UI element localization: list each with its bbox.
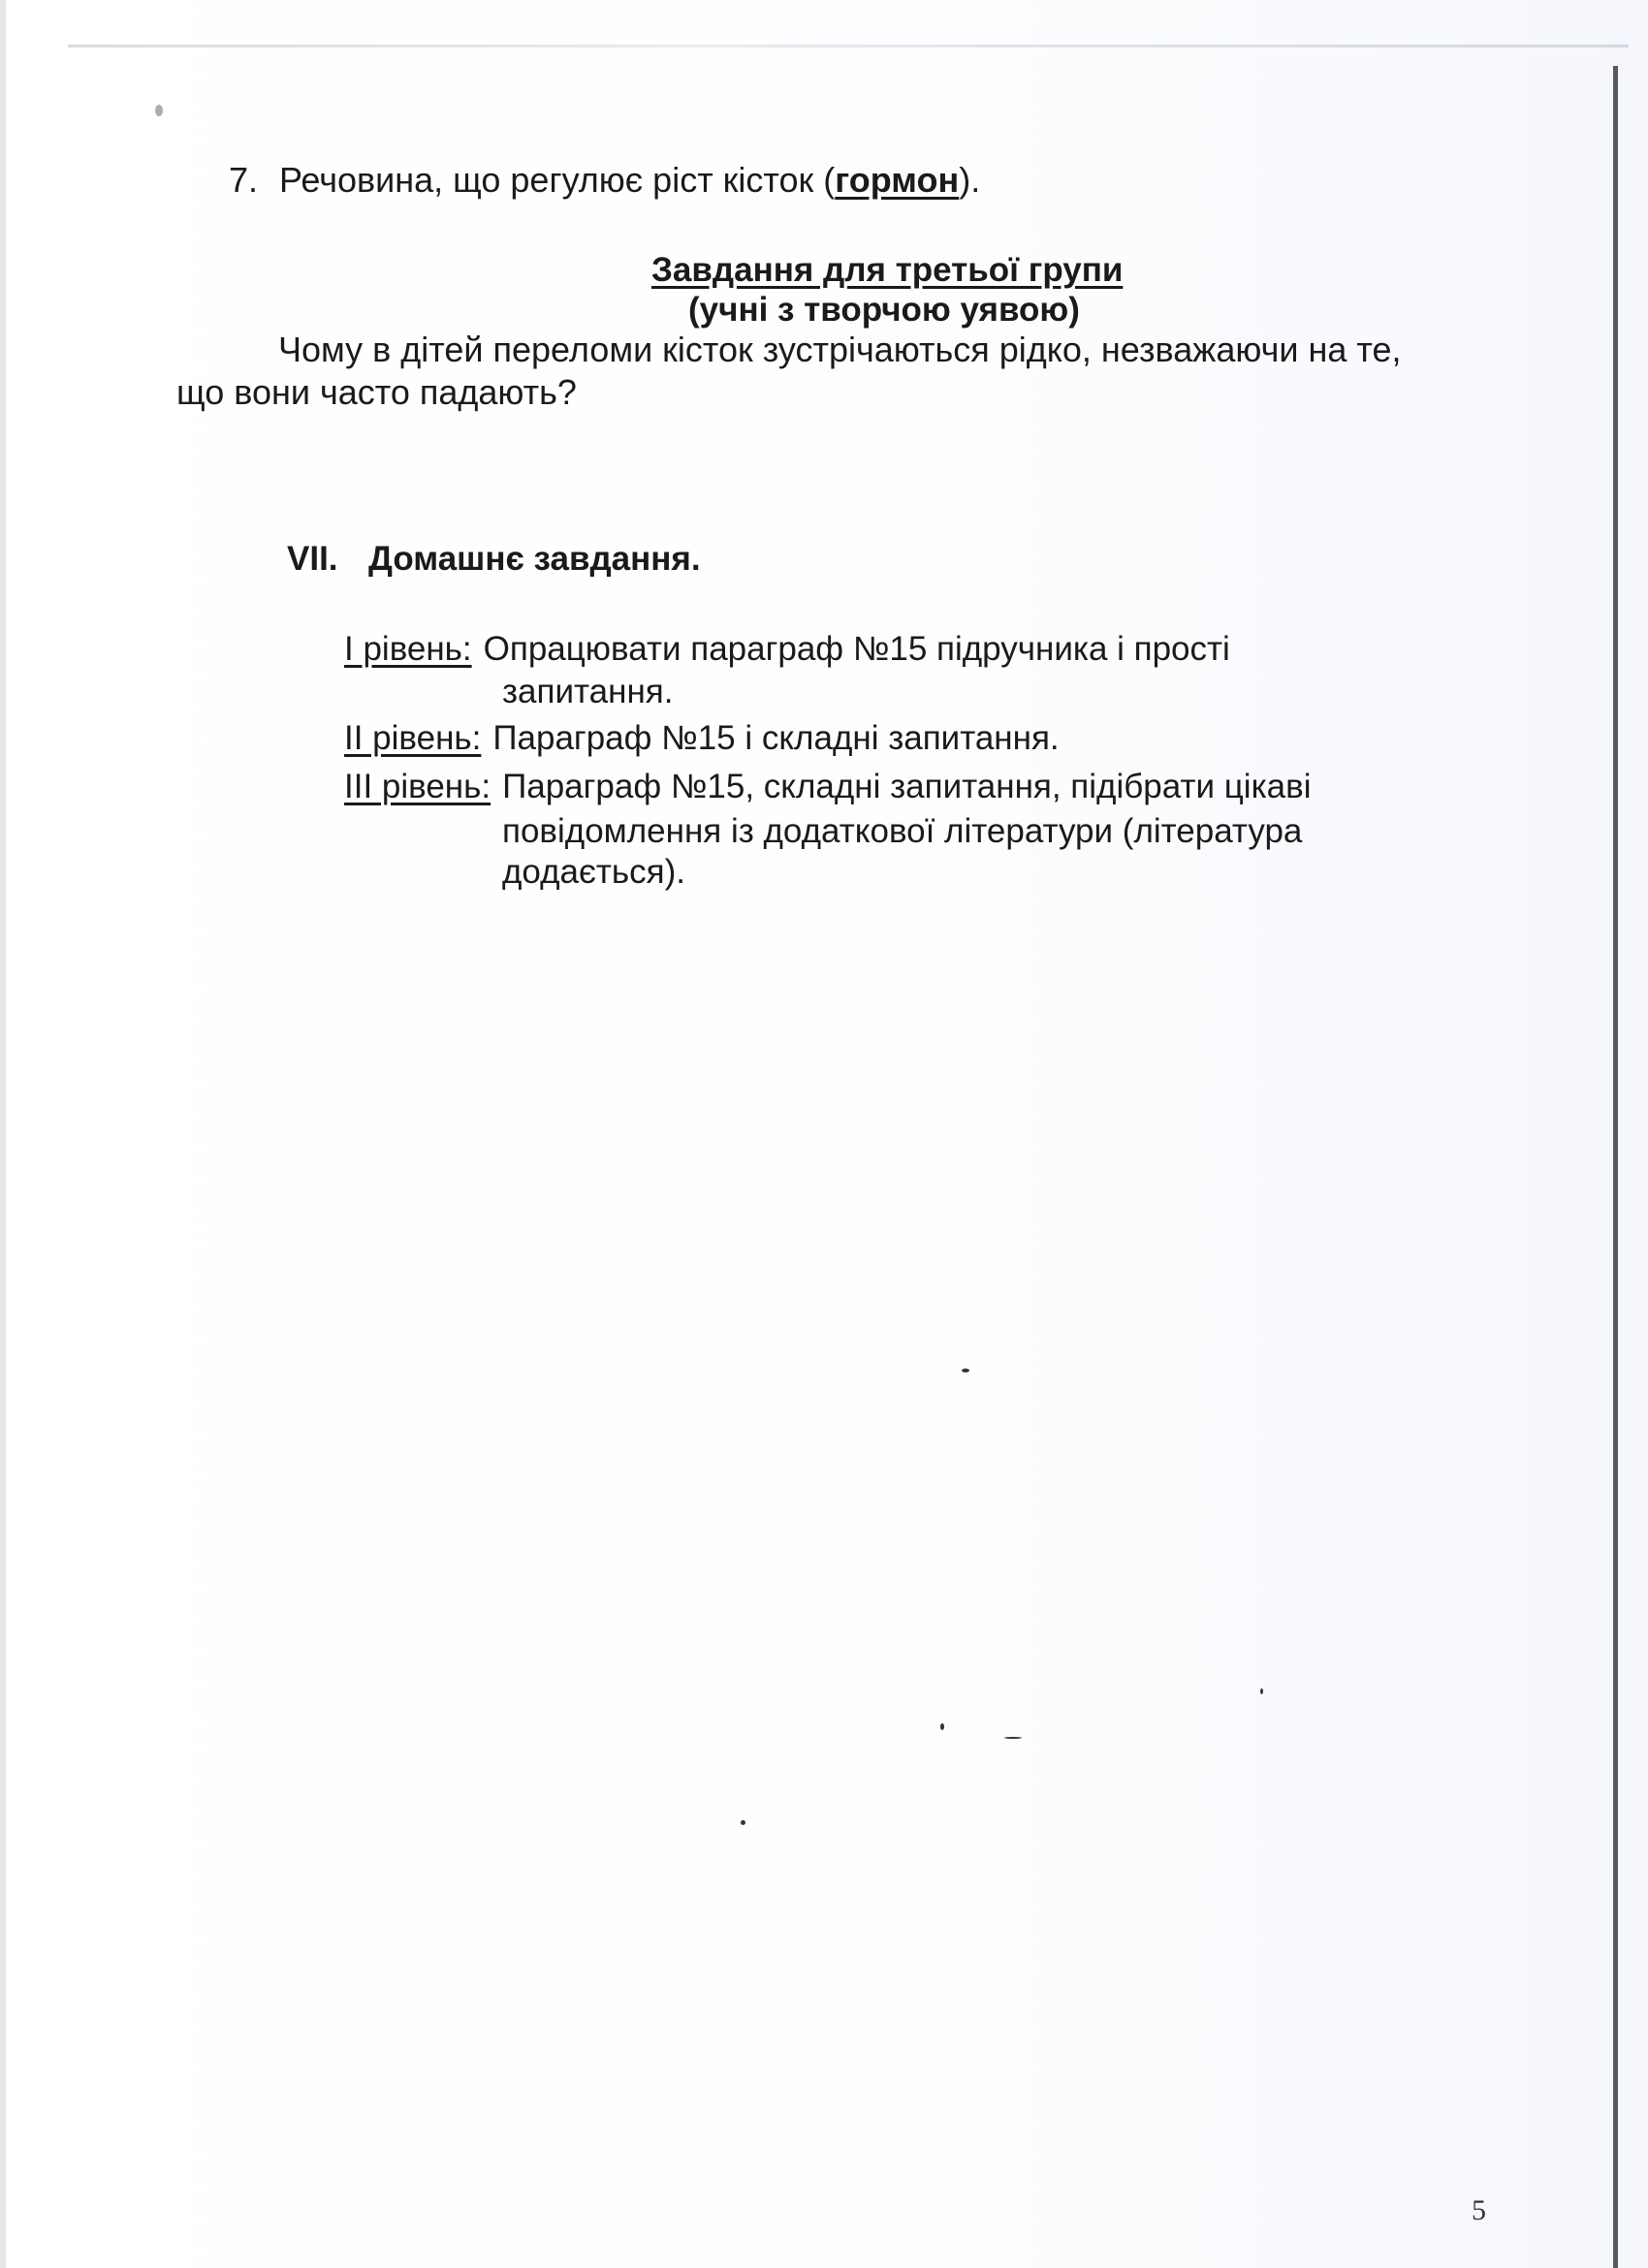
level-1 xyxy=(344,628,1230,671)
item-7-text-end: ). xyxy=(959,160,981,200)
level-2-line1: Параграф №15 і складні запитання. xyxy=(492,719,1060,757)
page-number: 5 xyxy=(1472,2194,1486,2226)
item-7-number: 7. xyxy=(229,160,259,200)
level-3-line3: додається). xyxy=(502,853,685,891)
scan-speck xyxy=(155,105,163,116)
item-7 xyxy=(229,159,980,202)
scan-speck xyxy=(1260,1688,1263,1694)
level-1-line1: Опрацювати параграф №15 підручника і прості xyxy=(483,630,1230,668)
homework-heading xyxy=(287,538,701,581)
scan-speck xyxy=(1004,1737,1022,1739)
level-3-label: ІІІ рівень: xyxy=(344,768,491,805)
scan-edge-left xyxy=(0,0,6,2268)
level-3-line2: повідомлення із додаткової літератури (література xyxy=(502,812,1303,850)
level-3 xyxy=(344,766,1312,808)
level-2 xyxy=(344,717,1060,760)
group3-title: Завдання для третьої групи xyxy=(651,251,1124,289)
homework-title: Домашнє завдання. xyxy=(368,540,701,578)
homework-number: VII. xyxy=(287,540,338,578)
scan-speck xyxy=(940,1723,944,1730)
scan-speck xyxy=(962,1369,969,1372)
group3-question-line2: що вони часто падають? xyxy=(176,372,577,412)
level-3-line1: Параграф №15, складні запитання, підібрати цікаві xyxy=(502,768,1312,805)
level-1-line2: запитання. xyxy=(502,673,674,710)
item-7-answer: гормон xyxy=(835,160,960,200)
group3-subtitle: (учні з творчою уявою) xyxy=(688,291,1080,329)
scan-edge-top xyxy=(68,45,1629,47)
scan-speck xyxy=(741,1820,745,1825)
scan-edge-right xyxy=(1613,66,1618,2268)
level-1-label: І рівень: xyxy=(344,630,472,668)
level-2-label: ІІ рівень: xyxy=(344,719,482,757)
item-7-text: Речовина, що регулює ріст кісток ( xyxy=(279,160,836,200)
group3-question-line1: Чому в дітей переломи кісток зустрічаються рідко, незважаючи на те, xyxy=(278,330,1402,369)
